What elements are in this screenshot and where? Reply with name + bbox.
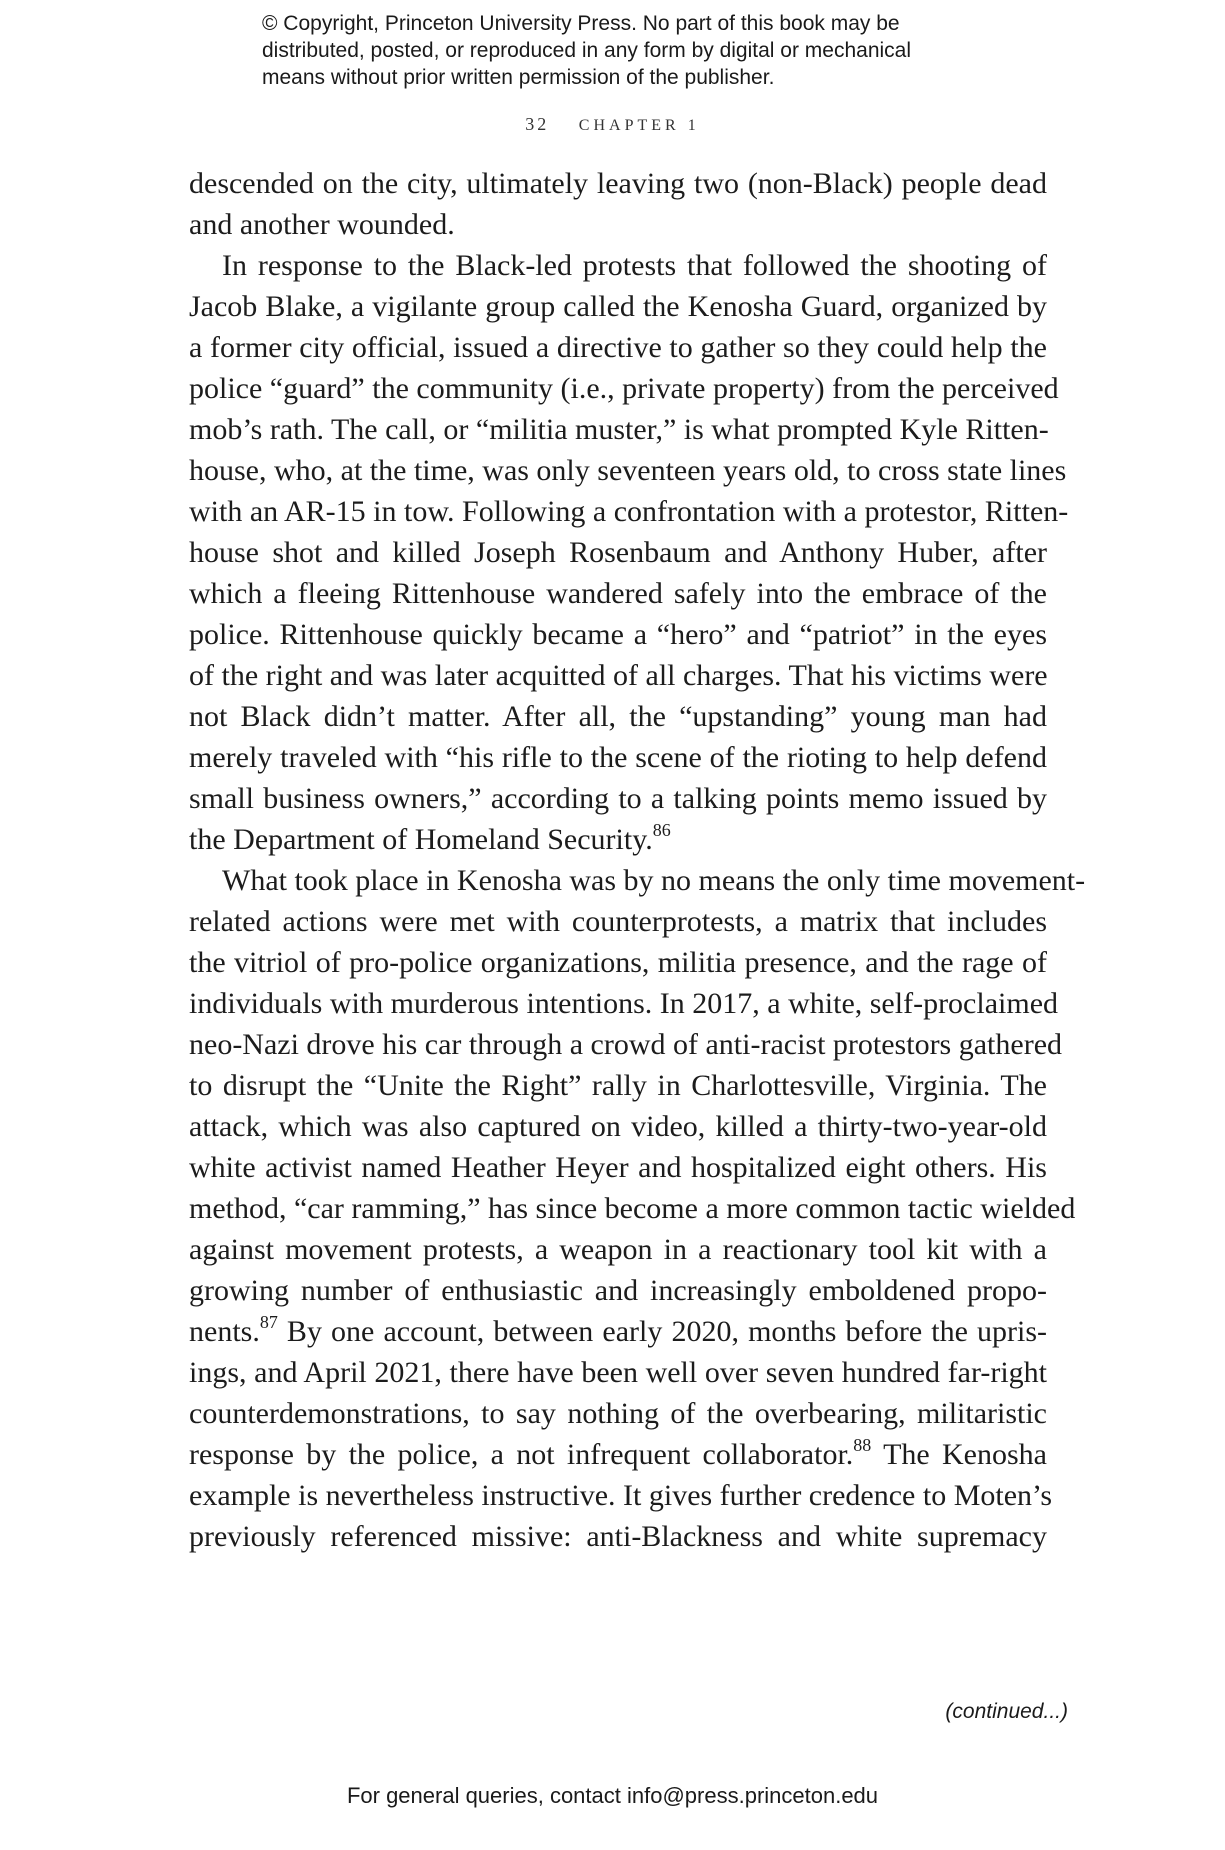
copyright-notice — [262, 10, 982, 91]
text-line-with-footnote — [189, 1311, 1047, 1352]
text-line: police. Rittenhouse quickly became a “hero” and “patriot” in the eyes — [189, 618, 1047, 651]
copyright-line: distributed, posted, or reproduced in any form by digital or mechanical — [262, 39, 912, 62]
text-line: a former city official, issued a directive to gather so they could help the — [189, 331, 1047, 364]
text-segment: nents. — [189, 1315, 260, 1348]
paragraph-start-line: What took place in Kenosha was by no means the only time movement- — [222, 864, 1086, 897]
footnote-ref-88[interactable]: 88 — [853, 1435, 872, 1455]
text-line: example is nevertheless instructive. It gives further credence to Moten’s — [189, 1479, 1053, 1512]
text-line: attack, which was also captured on video, killed a thirty-two-year-old — [189, 1110, 1047, 1143]
text-line: police “guard” the community (i.e., private property) from the perceived — [189, 372, 1059, 405]
copyright-line: © Copyright, Princeton University Press. No part of this book may be — [262, 12, 900, 35]
text-line: related actions were met with counterprotests, a matrix that includes — [189, 905, 1047, 938]
text-line: not Black didn’t matter. After all, the “upstanding” young man had — [189, 700, 1047, 733]
footnote-ref-87[interactable]: 87 — [259, 1312, 278, 1332]
text-line: and another wounded. — [189, 208, 455, 241]
text-line: house, who, at the time, was only seventeen years old, to cross state lines — [189, 454, 1067, 487]
text-line: neo-Nazi drove his car through a crowd of anti-racist protestors gathered — [189, 1028, 1063, 1061]
text-line: growing number of enthusiastic and increasingly emboldened propo- — [189, 1274, 1047, 1307]
text-segment: By one account, between early 2020, months before the upris- — [277, 1315, 1047, 1348]
text-line: the vitriol of pro-police organizations, militia presence, and the rage of — [189, 946, 1047, 979]
text-line: individuals with murderous intentions. In 2017, a white, self-proclaimed — [189, 987, 1059, 1020]
text-line: with an AR-15 in tow. Following a confrontation with a protestor, Ritten- — [189, 495, 1069, 528]
text-line: small business owners,” according to a talking points memo issued by — [189, 782, 1047, 815]
text-line-with-footnote — [189, 1434, 1047, 1475]
text-line: which a fleeing Rittenhouse wandered safely into the embrace of the — [189, 577, 1047, 610]
text-line: mob’s rath. The call, or “militia muster,” is what prompted Kyle Ritten- — [189, 413, 1049, 446]
text-line: against movement protests, a weapon in a reactionary tool kit with a — [189, 1233, 1047, 1266]
footer-contact: For general queries, contact info@press.princeton.edu — [346, 1783, 879, 1808]
continued-label: (continued...) — [945, 1700, 1068, 1723]
text-segment: response by the police, a not infrequent collaborator. — [189, 1438, 854, 1471]
text-line: previously referenced missive: anti-Blackness and white supremacy — [189, 1520, 1047, 1553]
text-line: Jacob Blake, a vigilante group called the Kenosha Guard, organized by — [189, 290, 1047, 323]
chapter-label: CHAPTER 1 — [578, 117, 700, 134]
text-line: house shot and killed Joseph Rosenbaum and Anthony Huber, after — [189, 536, 1047, 569]
text-line-with-footnote — [189, 819, 1047, 860]
text-line: merely traveled with “his rifle to the scene of the rioting to help defend — [189, 741, 1047, 774]
running-head — [0, 114, 1225, 135]
page-number: 32 — [525, 114, 550, 134]
text-line: ings, and April 2021, there have been well over seven hundred far-right — [189, 1356, 1047, 1389]
text-line: of the right and was later acquitted of all charges. That his victims were — [189, 659, 1048, 692]
text-line: counterdemonstrations, to say nothing of the overbearing, militaristic — [189, 1397, 1047, 1430]
text-line: to disrupt the “Unite the Right” rally in Charlottesville, Virginia. The — [189, 1069, 1047, 1102]
body-text — [189, 163, 1086, 1557]
text-line: descended on the city, ultimately leaving two (non-Black) people dead — [189, 167, 1047, 200]
text-line: white activist named Heather Heyer and hospitalized eight others. His — [189, 1151, 1047, 1184]
text-segment: the Department of Homeland Security. — [189, 823, 653, 856]
copyright-line: means without prior written permission of the publisher. — [262, 66, 775, 89]
paragraph-start-line: In response to the Black-led protests that followed the shooting of — [222, 249, 1047, 282]
text-segment: The Kenosha — [871, 1438, 1047, 1471]
footnote-ref-86[interactable]: 86 — [652, 820, 671, 840]
text-line: method, “car ramming,” has since become a more common tactic wielded — [189, 1192, 1076, 1225]
